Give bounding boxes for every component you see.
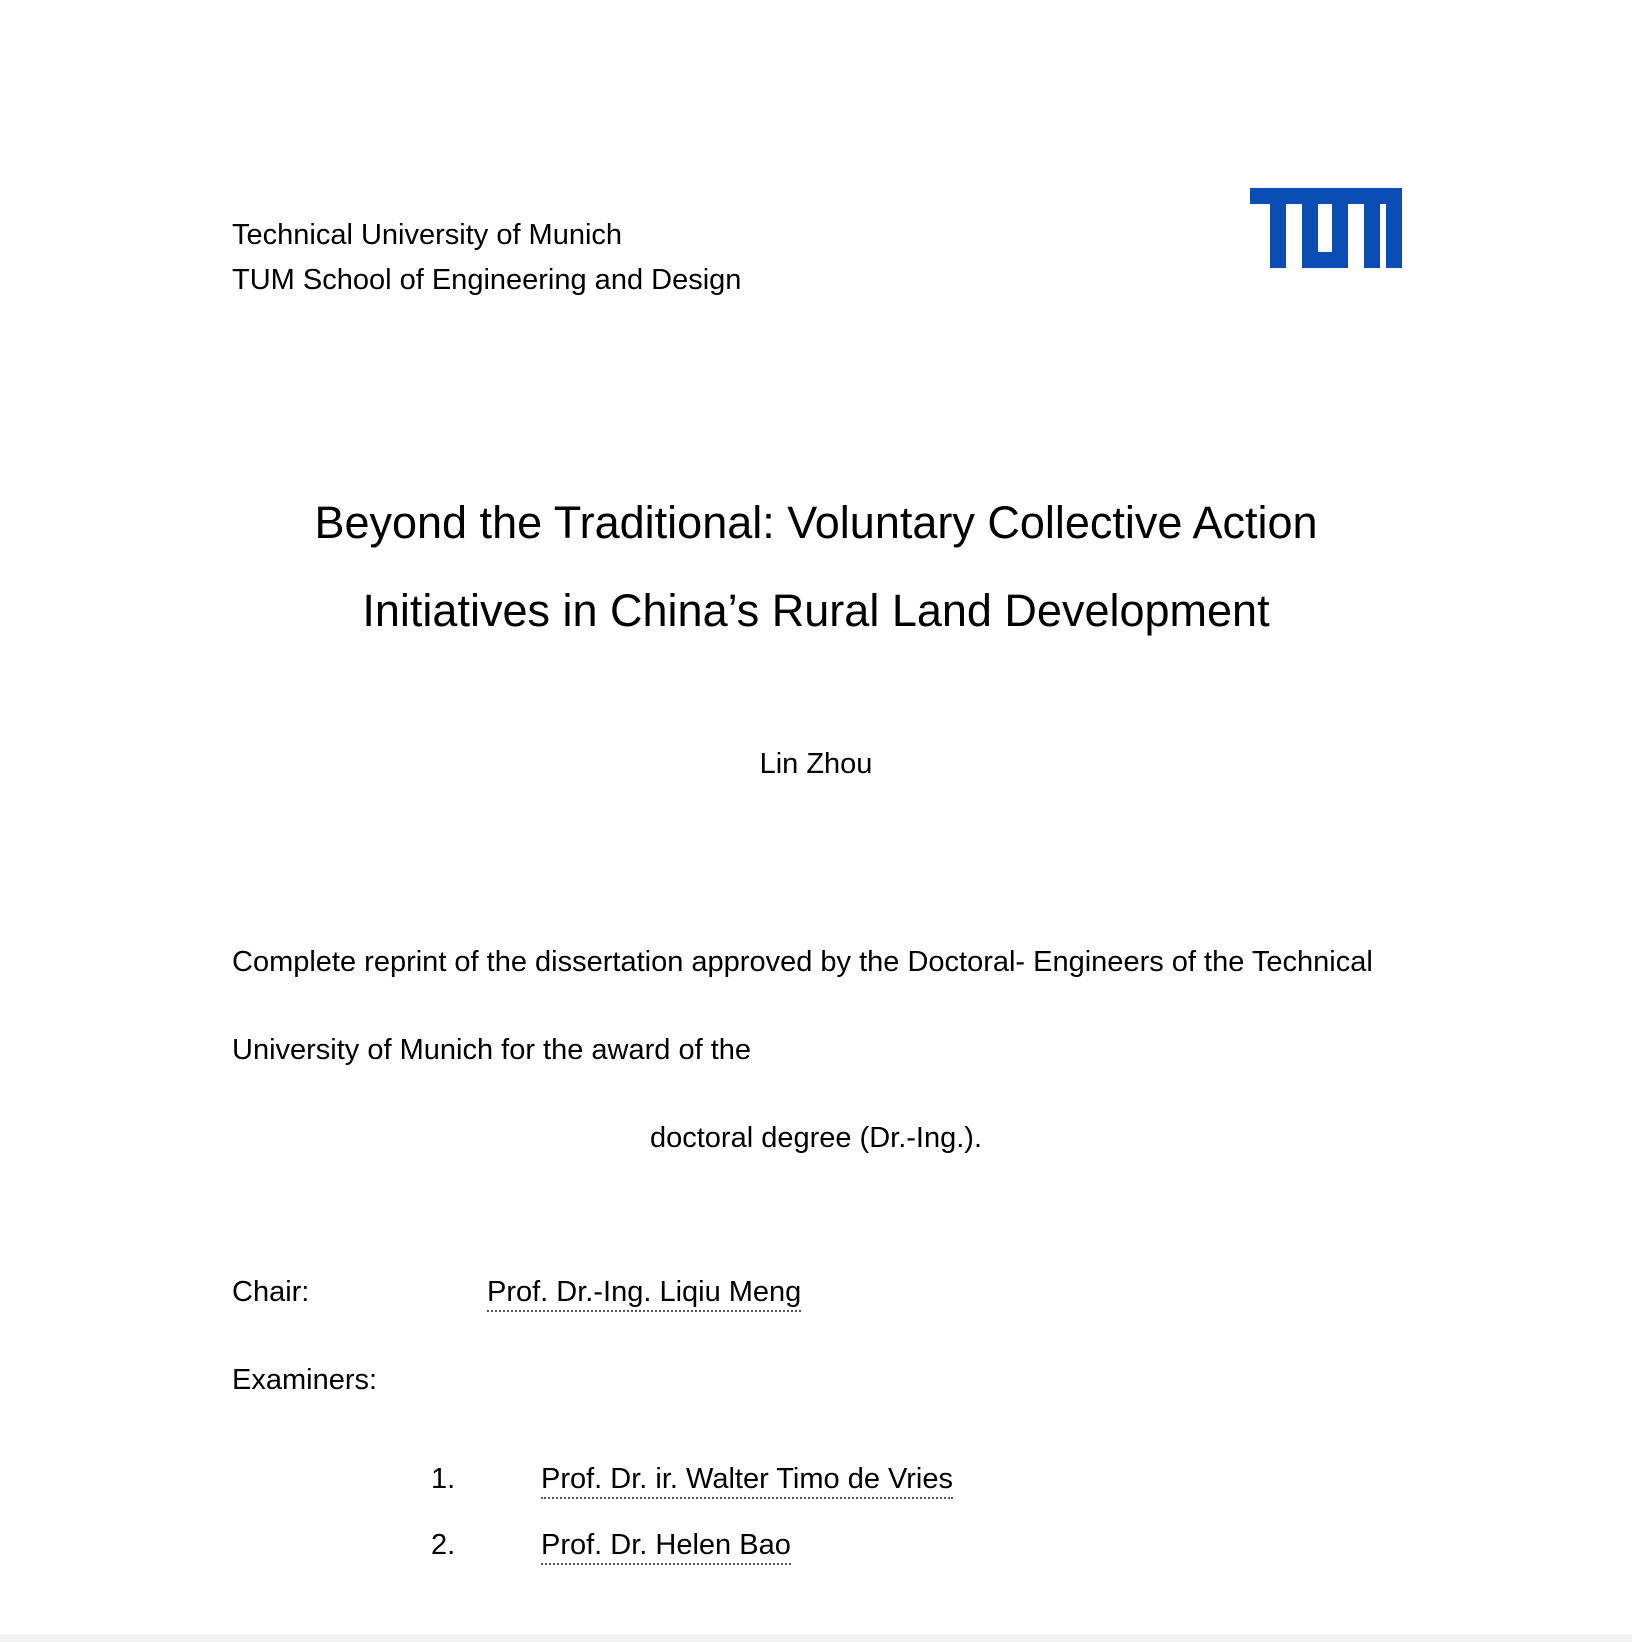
examiner-number: 2. (431, 1529, 456, 1561)
dissertation-title-line-2: Initiatives in China’s Rural Land Development (362, 585, 1270, 636)
examiner-name: Prof. Dr. Helen Bao (541, 1527, 791, 1565)
school-name: TUM School of Engineering and Design (232, 264, 742, 296)
reprint-statement-line-1: Complete reprint of the dissertation approved by the Doctoral- Engineers of the Technical (232, 946, 1373, 978)
chair-label: Chair: (232, 1276, 310, 1308)
dissertation-title-line-1: Beyond the Traditional: Voluntary Collective Action (314, 497, 1318, 548)
examiners-label: Examiners: (232, 1364, 378, 1396)
university-name: Technical University of Munich (232, 219, 623, 251)
degree-statement: doctoral degree (Dr.-Ing.). (649, 1122, 983, 1154)
tum-logo-icon (1250, 188, 1402, 268)
reprint-statement-line-2: University of Munich for the award of the (232, 1034, 752, 1066)
examiner-name: Prof. Dr. ir. Walter Timo de Vries (541, 1461, 953, 1499)
chair-name: Prof. Dr.-Ing. Liqiu Meng (487, 1274, 801, 1312)
page-bottom-edge (0, 1634, 1632, 1642)
author-name: Lin Zhou (759, 748, 873, 780)
examiner-number: 1. (431, 1463, 456, 1495)
